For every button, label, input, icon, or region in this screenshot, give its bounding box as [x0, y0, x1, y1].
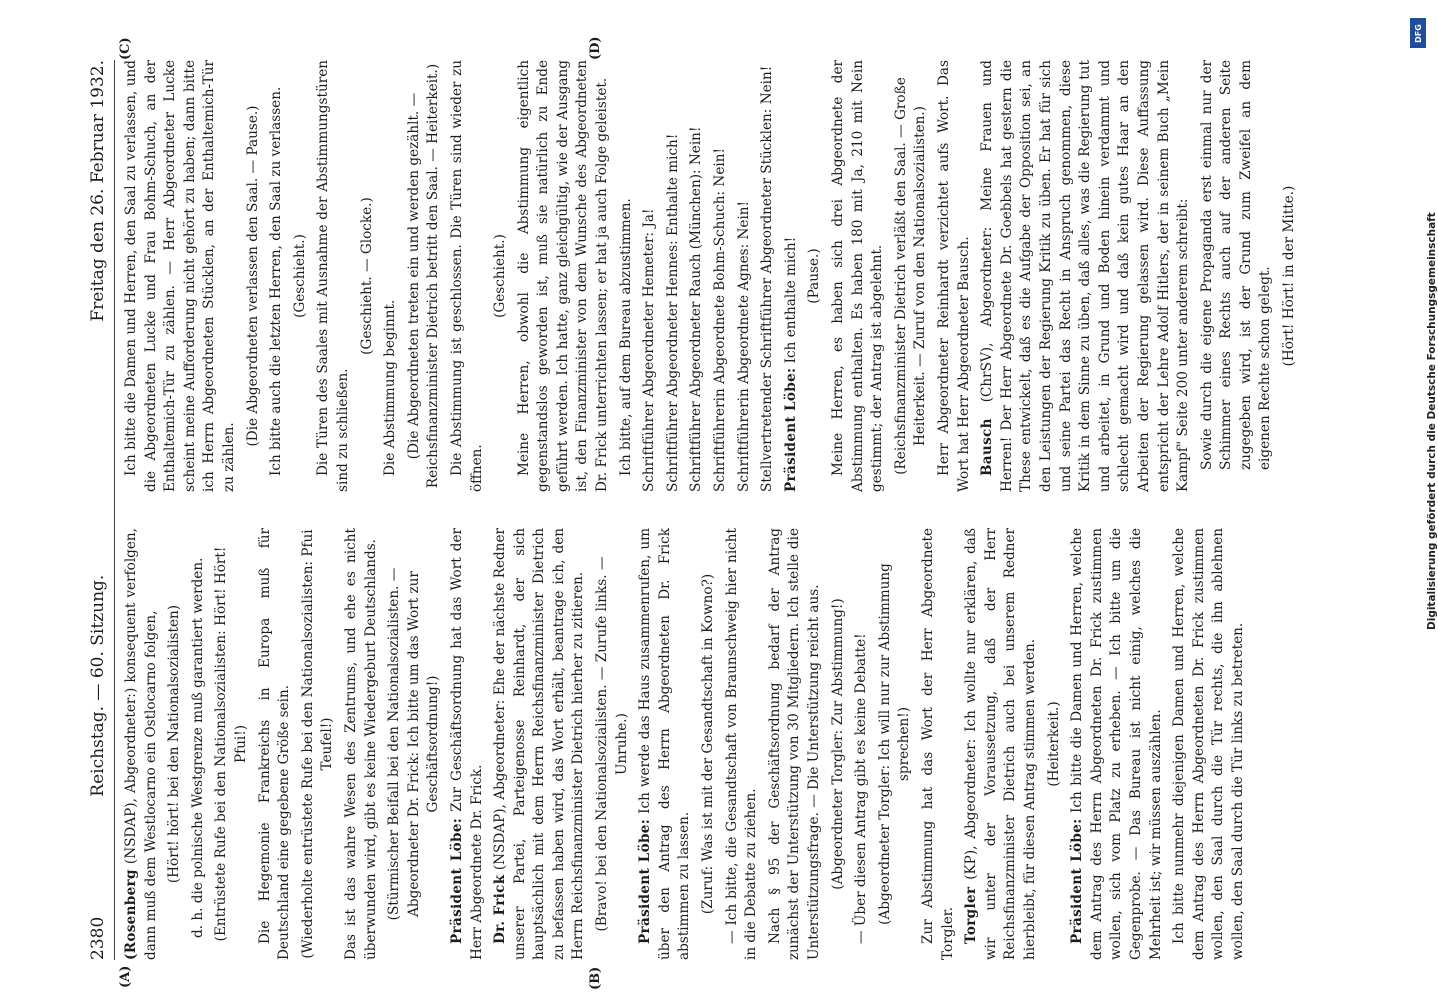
paragraph-text: (Heiterkeit.) — [1045, 701, 1062, 787]
paragraph — [1280, 60, 1300, 492]
paragraph — [593, 528, 632, 960]
paragraph-text: Ich bitte auch die letzten Herren, den Saal zu verlassen. — [268, 86, 285, 476]
paragraph-text: (NSDAP), Abgeordneter: Ehe der nächste Redner unserer Partei, Parteigenosse Reinhardt, der sich hauptsächlich mit dem Herrn Reichsfinanzminister Dietrich zu befassen haben wird, das Wort erhält, beantrage ich, den Herrn Reichsfinanzminister Dietrich hierher zu zitieren. — [492, 528, 587, 960]
speaker-name: Präsident Löbe: — [637, 818, 654, 944]
paragraph — [358, 60, 378, 492]
paragraph — [664, 60, 684, 492]
paragraph — [491, 528, 589, 960]
session-title: Reichstag. — 60. Sitzung. — [88, 574, 108, 797]
paragraph — [711, 60, 731, 492]
paragraph — [1198, 60, 1276, 492]
paragraph — [636, 528, 695, 960]
paragraph — [935, 60, 974, 492]
paragraph — [299, 528, 338, 960]
dfg-logo: DFG — [1410, 18, 1426, 48]
paragraph — [852, 528, 872, 960]
paragraph-text: Stellvertretender Schriftführer Abgeordneter Stücklen: Nein! — [759, 65, 776, 492]
paragraph-text: Ich bitte, auf dem Bureau abzustimmen. — [617, 198, 634, 476]
paragraph-text: Die Hegemonie Frankreichs in Europa muß für Deutschland eine gegebene Größe sein. — [256, 528, 293, 960]
paragraph — [919, 528, 958, 960]
paragraph — [244, 60, 264, 492]
speaker-name: Bausch — [979, 418, 996, 476]
paragraph — [735, 60, 755, 492]
margin-mark-d: (D) — [588, 36, 603, 60]
paragraph-text: Schriftführerin Abgeordnete Agnes: Nein! — [735, 200, 752, 492]
paragraph-text: Ich enthalte mich! — [782, 236, 799, 368]
paragraph — [385, 528, 444, 960]
page-header — [88, 60, 115, 960]
paragraph-text: Die Türen des Saales mit Ausnahme der Abstimmungstüren sind zu schließen. — [315, 60, 351, 492]
paragraph — [829, 528, 849, 960]
paragraph — [122, 60, 240, 492]
paragraph — [515, 60, 613, 492]
paragraph-text: (Geschieht.) — [291, 234, 308, 318]
paragraph — [381, 60, 401, 492]
paragraph-text: (Entrüstete Rufe bei den Nationalsozialisten: Hört! Hört! Pfui!) — [213, 546, 249, 942]
paragraph — [805, 60, 825, 492]
paragraph — [758, 60, 778, 492]
paragraph-text: (KP), Abgeordneter: Ich wollte nur erklären, daß wir unter der Voraussetzung, daß der Herr Reichsfinanzminister Dietrich auch bei unserem Redner hierbleibt, für diesen Antrag stimmen werden. — [963, 528, 1038, 960]
paragraph-text: (Abgeordneter Torgler: Ich will nur zur Abstimmung sprechen!) — [876, 563, 913, 925]
paragraph — [782, 60, 802, 492]
paragraph — [640, 60, 660, 492]
paragraph-text: Schriftführer Abgeordneter Hennes: Enthalte mich! — [664, 133, 681, 492]
left-column — [122, 528, 1252, 960]
speaker-name: Dr. Frick — [492, 874, 509, 944]
margin-mark-c: (C) — [118, 37, 133, 60]
paragraph — [314, 60, 353, 492]
paragraph-text: (Hört! Hört! in der Mitte.) — [1281, 185, 1298, 367]
page-number: 2380 — [88, 916, 108, 960]
paragraph — [165, 528, 185, 960]
speaker-name: Präsident Löbe: — [782, 367, 799, 492]
paragraph — [189, 528, 209, 960]
paragraph-text: Das ist das wahre Wesen des Zentrums, und ehe es nicht überwunden wird, gibt es keine Wiedergeburt Deutschlands. — [342, 528, 379, 960]
paragraph-text: (Die Abgeordneten treten ein und werden gezählt. — Reichsfinanzminister Dietrich betritt den Saal. — Heiterkeit.) — [405, 63, 442, 489]
paragraph — [962, 528, 1040, 960]
paragraph-text: Zur Abstimmung hat das Wort der Herr Abgeordnete Torgler. — [919, 528, 956, 960]
paragraph-text: (Wiederholte entrüstete Rufe bei den Nationalsozialisten: Pfui Teufel!) — [299, 529, 336, 959]
paragraph-text: (Geschieht.) — [492, 234, 509, 318]
paragraph-text: Ich bitte die Damen und Herren, den Saal zu verlassen, und die Abgeordneten Lucke und Frau Bohm-Schuch, an der Enthaltemich-Tür zu zählen. — Herr Abgeordneter Lucke scheint meine Aufforderung nicht gehört zu haben; dann bitte ich Herrn Abgeordneten Stücklen, an der Enthaltemich-Tür zu zählen. — [123, 60, 237, 492]
paragraph — [876, 528, 915, 960]
paragraph — [1068, 528, 1166, 960]
paragraph-text: Nach § 95 der Geschäftsordnung bedarf der Antrag zunächst der Unterstützung von 30 Mitgliedern. Ich stelle die Unterstützungsfrage. — Die Unterstützung reicht aus. — [766, 528, 822, 960]
paragraph-text: Meine Herren, obwohl die Abstimmung eigentlich gegenstandslos geworden ist, muß sie natürlich zu Ende geführt werden. Ich hatte, ganz gleichgültig, wie der Ausgang ist, den Finanzminister von dem Wunsche des Abgeordneten Dr. Frick unterrichten lassen; er hat ja auch Folge geleistet. — [515, 60, 611, 492]
speaker-name: Präsident Löbe: — [1069, 818, 1086, 944]
paragraph — [766, 528, 825, 960]
paragraph-text: Schriftführerin Abgeordnete Bohm-Schuch: Nein! — [712, 148, 729, 492]
speaker-name: Torgler — [963, 886, 980, 944]
paragraph — [687, 60, 707, 492]
paragraph-text: Meine Herren, es haben sich drei Abgeordnete der Abstimmung enthalten. Es haben 180 mit Ja, 210 mit Nein gestimmt; der Antrag ist abgelehnt. — [830, 60, 886, 492]
paragraph — [1045, 528, 1065, 960]
side-credit — [1408, 10, 1438, 990]
paragraph — [291, 60, 311, 492]
paragraph — [122, 528, 161, 960]
paragraph-text: — Über diesen Antrag gibt es keine Debatte! — [853, 633, 870, 944]
speaker-name: Präsident Löbe: — [448, 817, 465, 944]
paragraph-text: Sowie durch die eigene Propaganda erst einmal nur der Schimmer eines Rechts auch auf der anderen Seite zugegeben wird, ist der Grund zum Zweifel an dem eigenen Rechte schon gelegt. — [1198, 60, 1274, 470]
paragraph-text: Ich werde das Haus zusammenrufen, um über den Antrag des Herrn Abgeordneten Dr. Frick abstimmen zu lassen. — [637, 528, 693, 960]
paragraph — [448, 528, 487, 960]
paragraph-text: (Pause.) — [806, 248, 823, 304]
right-column — [122, 60, 1304, 492]
paragraph-text: (Zuruf: Was ist mit der Gesandtschaft in Kowno?) — [700, 573, 717, 915]
session-date: Freitag den 26. Februar 1932. — [88, 60, 108, 322]
paragraph-text: (Abgeordneter Torgler: Zur Abstimmung!) — [829, 598, 846, 890]
paragraph — [699, 528, 719, 960]
paragraph-text: d. h. die polnische Westgrenze muß garantiert werden. — [189, 557, 206, 938]
paragraph — [829, 60, 888, 492]
paragraph-text: Zur Geschäftsordnung hat das Wort der Herr Abgeordnete Dr. Frick. — [448, 527, 485, 960]
paragraph — [892, 60, 931, 492]
paragraph-text: Ich bitte die Damen und Herren, welche dem Antrag des Herrn Abgeordneten Dr. Frick zustimmen wollen, sich vom Platz zu erheben. — Ich bitte um die Gegenprobe. — Das Bureau ist nicht einig, welches die Mehrheit ist; wir müssen auszählen. — [1069, 527, 1164, 960]
paragraph-text: Die Abstimmung ist geschlossen. Die Türen sind wieder zu öffnen. — [448, 60, 485, 492]
paragraph-text: Ich bitte nunmehr diejenigen Damen und Herren, welche dem Antrag des Herrn Abgeordneten Dr. Frick zustimmen wollen, den Saal durch die Tür rechts, die ihn ablehnen wollen, den Saal durch die Tür links zu betreten. — [1171, 528, 1246, 960]
margin-mark-a: (A) — [118, 965, 133, 988]
paragraph-text: Die Abstimmung beginnt. — [382, 299, 399, 476]
paragraph-text: (Reichsfinanzminister Dietrich verläßt den Saal. — Große Heiterkeit. — Zuruf von den Nationalsozialisten.) — [892, 77, 929, 475]
paragraph — [723, 528, 762, 960]
paragraph-text: (Die Abgeordneten verlassen den Saal. — Pause.) — [244, 105, 261, 447]
paragraph-text: Herr Abgeordneter Reinhardt verzichtet aufs Wort. Das Wort hat Herr Abgeordneter Bausch. — [935, 60, 972, 492]
paragraph-text: Schriftführer Abgeordneter Rauch (München): Nein! — [688, 126, 705, 492]
paragraph-text: — Ich bitte, die Gesandtschaft von Braunschweig hier nicht in die Debatte zu ziehen. — [723, 528, 760, 960]
document-sheet — [88, 36, 1408, 990]
paragraph — [256, 528, 295, 960]
paragraph-text: (Stürmischer Beifall bei den Nationalsozialisten. — Abgeordneter Dr. Frick: Ich bitte um das Wort zur Geschäftsordnung!) — [386, 567, 442, 921]
paragraph-text: (Bravo! bei den Nationalsozialisten. — Zurufe links. — Unruhe.) — [594, 556, 630, 932]
paragraph — [212, 528, 251, 960]
paragraph — [267, 60, 287, 492]
paragraph-text: (Hört! hört! bei den Nationalsozialisten) — [166, 604, 183, 884]
speaker-name: (Rosenberg — [123, 869, 139, 960]
digitization-credit: Digitalisierung gefördert durch die Deutsche Forschungsgemeinschaft — [1426, 212, 1438, 630]
paragraph-text: (ChrSV), Abgeordneter: Meine Frauen und Herren! Der Herr Abgeordnete Dr. Goebbels hat gestern die These entwickelt, daß es die Aufgabe der Opposition sei, an den Leistungen der Regierung Kritik zu üben. Er hat für sich und seine Partei das Recht in Anspruch genommen, diese Kritik in dem Sinne zu üben, daß alles, was die Regierung tut und arbeitet, in Grund und Boden hinein verdammt und schlecht gemacht wird und daß kein gutes Haar an den Arbeiten der Regierung gelassen wird. Diese Auffassung entspricht der Lehre Adolf Hitlers, der in seinem Buch „Mein Kampf" Seite 200 unter anderem schreibt: — [979, 60, 1192, 492]
paragraph-text: (Geschieht. — Glocke.) — [358, 197, 375, 355]
paragraph — [448, 60, 487, 492]
paragraph — [978, 60, 1194, 492]
paragraph — [1170, 528, 1248, 960]
paragraph — [405, 60, 444, 492]
paragraph — [491, 60, 511, 492]
paragraph-text: Schriftführer Abgeordneter Hemeter: Ja! — [641, 208, 658, 492]
paragraph-text: (NSDAP), Abgeordneter:) konsequent verfolgen, dann muß dem Westlocarno ein Ostlocarno folgen, — [123, 528, 159, 960]
margin-mark-b: (B) — [588, 966, 603, 990]
paragraph — [617, 60, 637, 492]
paragraph — [342, 528, 381, 960]
